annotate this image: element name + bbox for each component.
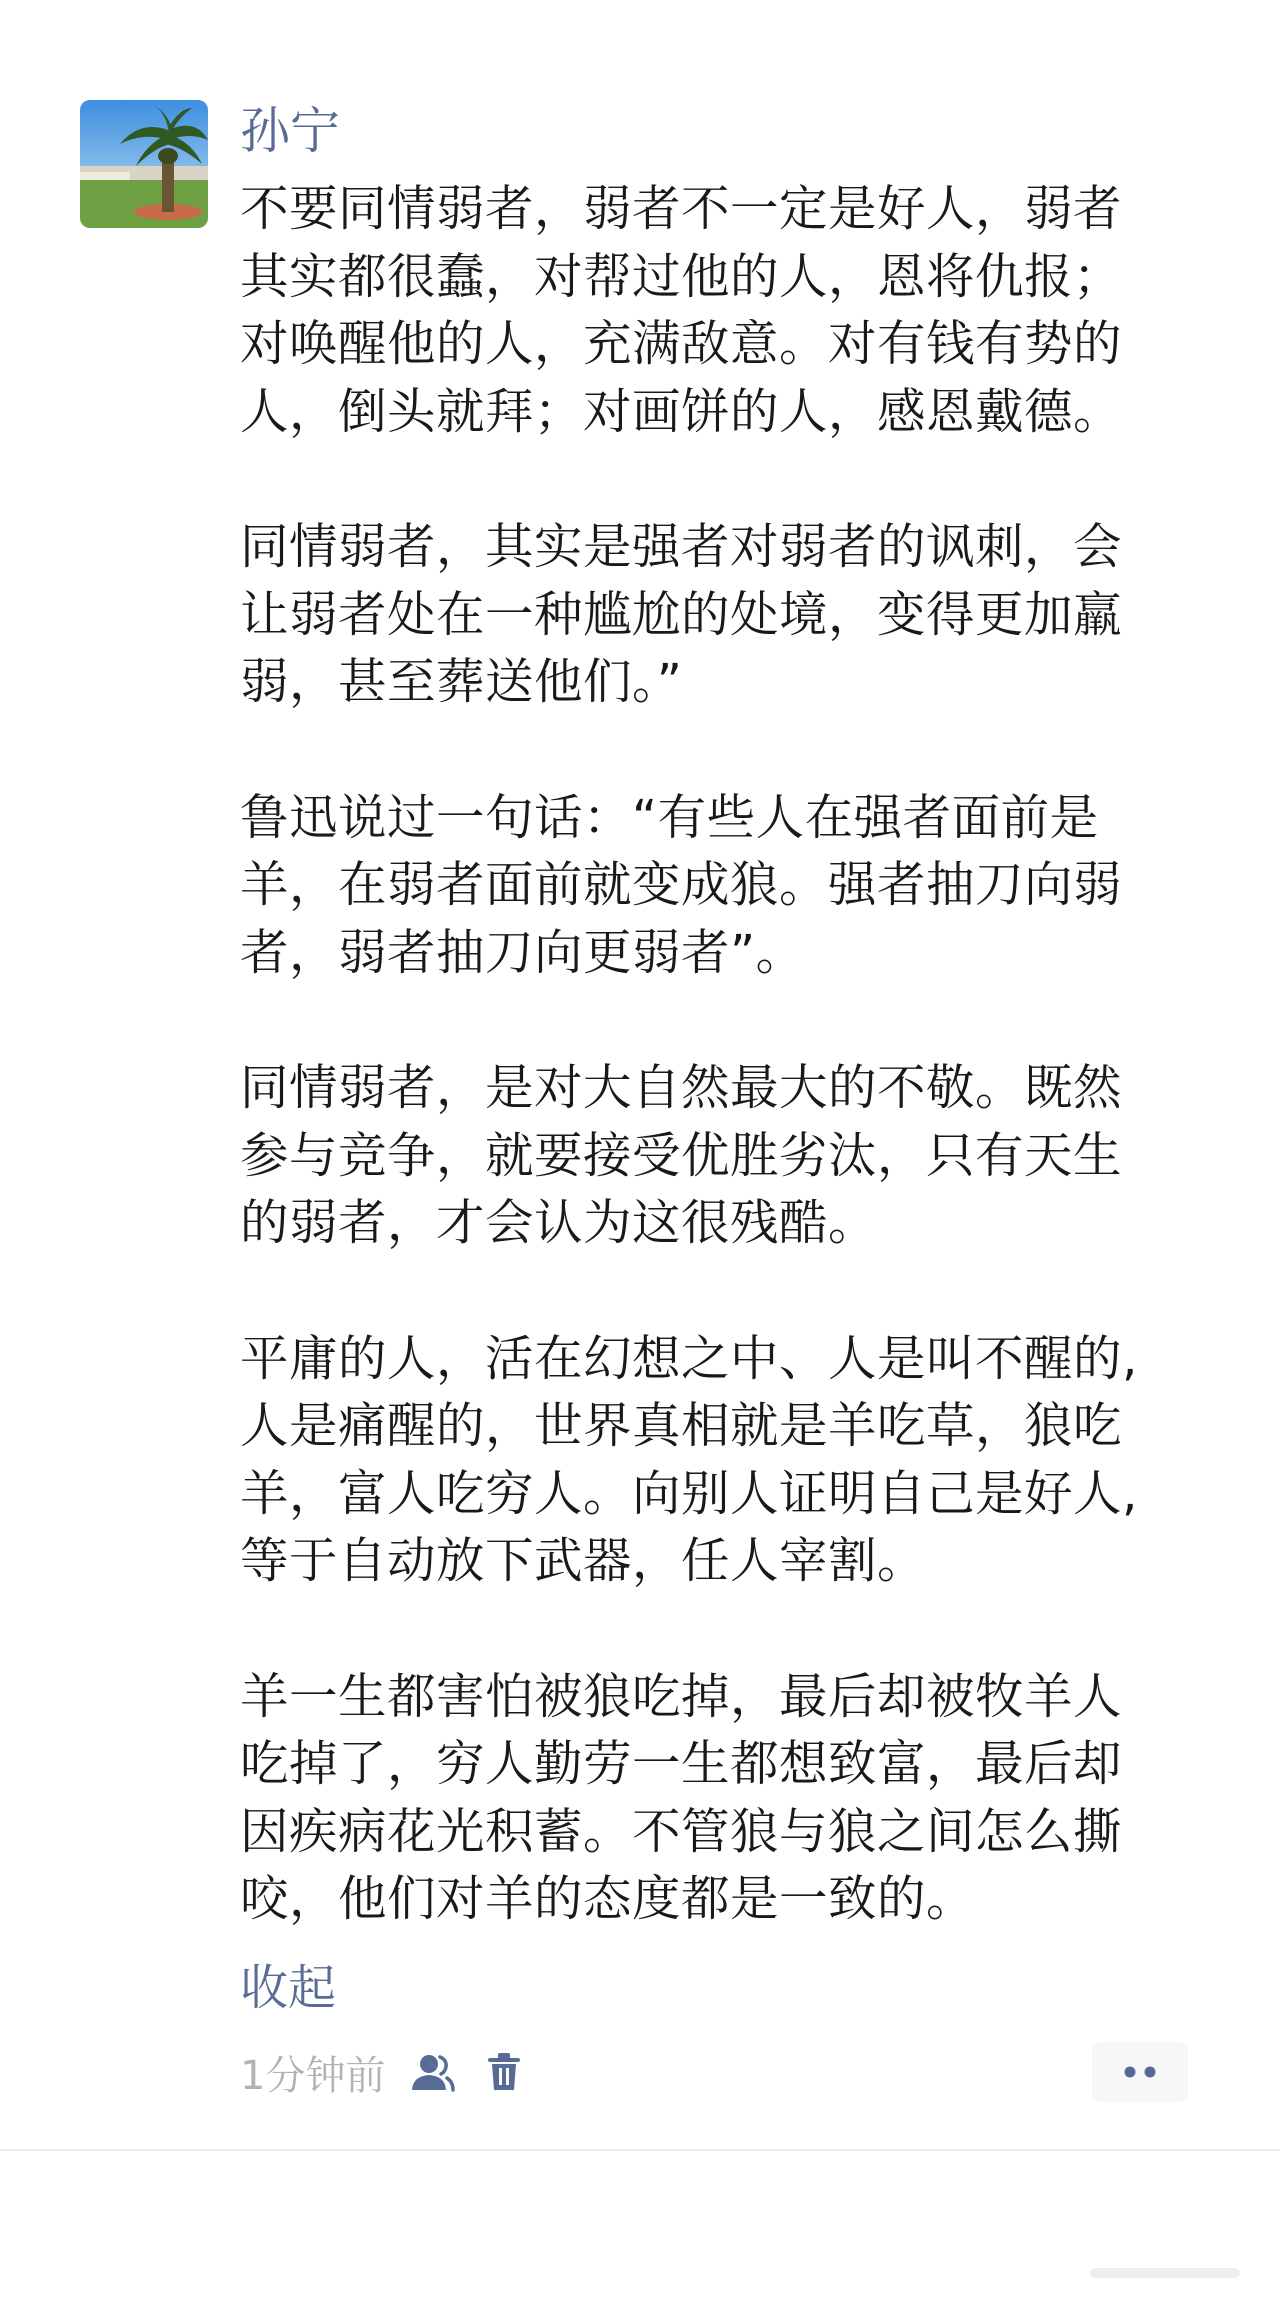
paragraph-line: 的弱者，才会认为这很残酷。	[240, 1195, 878, 1251]
paragraph-line: 弱，甚至葬送他们。”	[240, 654, 683, 710]
collapse-link[interactable]: 收起	[240, 1960, 337, 2016]
person-icon[interactable]	[407, 2047, 457, 2097]
divider	[0, 2149, 1280, 2151]
paragraph-line: 因疾病花光积蓄。不管狼与狼之间怎么撕	[240, 1803, 1123, 1860]
paragraph-line: 人是痛醒的，世界真相就是羊吃草，狼吃	[240, 1398, 1123, 1454]
post-paragraph	[240, 1664, 1200, 1934]
paragraph-line: 羊一生都害怕被狼吃掉，最后却被牧羊人	[240, 1668, 1123, 1725]
home-indicator	[1090, 2268, 1240, 2278]
paragraph-line: 对唤醒他的人，充满敌意。对有钱有势的	[240, 316, 1123, 372]
paragraph-line: 人，倒头就拜；对画饼的人，感恩戴德。	[240, 383, 1123, 440]
paragraph-line: 等于自动放下武器，任人宰割。	[240, 1533, 927, 1589]
more-dots-icon	[1120, 2066, 1160, 2078]
palm-tree-photo-avatar	[80, 100, 208, 228]
post-paragraph	[240, 1055, 1200, 1258]
paragraph-line: 同情弱者，其实是强者对弱者的讽刺，会	[240, 519, 1123, 575]
username[interactable]: 孙宁	[240, 102, 340, 160]
paragraph-line: 吃掉了，穷人勤劳一生都想致富，最后却	[240, 1736, 1123, 1792]
post-timestamp: 1分钟前	[240, 2052, 386, 2099]
paragraph-line: 参与竞争，就要接受优胜劣汰，只有天生	[240, 1127, 1123, 1184]
post-paragraph	[240, 785, 1200, 988]
paragraph-line: 让弱者处在一种尴尬的处境，变得更加羸	[240, 586, 1123, 643]
paragraph-line: 羊，富人吃穷人。向别人证明自己是好人,	[240, 1465, 1138, 1522]
paragraph-line: 羊，在弱者面前就变成狼。强者抽刀向弱	[240, 857, 1123, 913]
paragraph-line: 其实都很蠢，对帮过他的人，恩将仇报；	[240, 248, 1123, 305]
post-paragraph	[240, 1326, 1200, 1596]
paragraph-line: 同情弱者，是对大自然最大的不敬。既然	[240, 1060, 1123, 1116]
paragraph-line: 平庸的人，活在幻想之中、人是叫不醒的,	[240, 1330, 1138, 1387]
post-paragraph	[240, 176, 1200, 446]
more-button[interactable]	[1092, 2042, 1188, 2102]
avatar[interactable]	[80, 100, 208, 228]
post-meta-row	[240, 2042, 529, 2102]
trash-icon[interactable]	[479, 2047, 529, 2097]
paragraph-line: 咬，他们对羊的态度都是一致的。	[240, 1871, 976, 1927]
post-content	[240, 176, 1200, 2002]
paragraph-line: 鲁迅说过一句话：“有些人在强者面前是	[240, 789, 1099, 846]
paragraph-line: 者，弱者抽刀向更弱者”。	[240, 924, 805, 981]
post-paragraph	[240, 514, 1200, 717]
paragraph-line: 不要同情弱者，弱者不一定是好人，弱者	[240, 181, 1123, 237]
